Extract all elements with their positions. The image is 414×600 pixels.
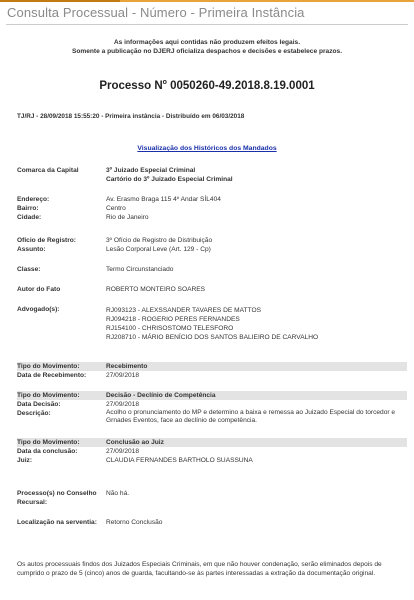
conselho-label-2: Recursal: <box>17 499 48 506</box>
process-meta: TJ/RJ - 28/09/2018 15:55:20 - Primeira instância - Distribuído em 06/03/2018 <box>17 113 245 120</box>
footer-notice: Os autos processuais findos dos Juizados Especiais Criminais, em que não houver condenação, serão eliminados depois de cumprido o prazo de 5 (cinco) anos de guarda, facultando-se às partes interessadas a extração da documentação original. <box>17 561 382 577</box>
movimento-2-descricao-label: Descrição: <box>17 410 51 417</box>
movimento-2-data-value: 27/09/2018 <box>106 401 140 408</box>
legal-notice-line1: As informações aqui contidas não produzem efeitos legais. <box>113 39 301 46</box>
advogado-text: RJ154100 - CHRISOSTOMO TELESFORO <box>106 325 234 332</box>
bairro-value: Centro <box>106 205 126 212</box>
page-title: Consulta Processual - Número - Primeira Instância <box>7 5 305 20</box>
movimento-2-data-label: Data Decisão: <box>17 401 61 408</box>
movimento-3-juiz-label: Juiz: <box>17 457 33 464</box>
movimento-2-descricao-row <box>17 409 407 429</box>
movimento-3-header <box>17 438 407 447</box>
process-label-sup: o <box>162 79 167 86</box>
legal-notice-line2: Somente a publicação no DJERJ oficializa despachos e decisões e estabelece prazos. <box>71 48 343 55</box>
bairro-label: Bairro: <box>17 205 39 212</box>
advogado-text: RJ094218 - ROGERIO PERES FERNANDES <box>106 316 240 323</box>
movimento-1-tipo-label: Tipo do Movimento: <box>17 363 80 370</box>
movimento-3-data-label: Data da conclusão: <box>17 448 78 455</box>
title-divider <box>6 24 408 25</box>
process-number: 0050260-49.2018.8.19.0001 <box>170 79 315 92</box>
movimento-3-tipo-value: Conclusão ao Juiz <box>106 439 164 446</box>
autor-value: ROBERTO MONTEIRO SOARES <box>106 286 206 293</box>
assunto-value: Lesão Corporal Leve (Art. 129 - Cp) <box>106 246 211 253</box>
movimento-2-header <box>17 391 407 400</box>
comarca-value-1: 3º Juizado Especial Criminal <box>106 167 196 174</box>
localizacao-value: Retorno Conclusão <box>106 519 163 526</box>
localizacao-label: Localização na serventia: <box>17 519 97 526</box>
advogados-label: Advogado(s): <box>17 306 60 313</box>
process-heading <box>0 79 414 92</box>
oficio-value: 3º Ofício de Registro de Distribuição <box>106 237 213 244</box>
movimento-2-descricao-value: Acolho o pronunciamento do MP e determino a baixa e remessa ao Juizado Especial do torcedor e Grnades Eventos, face ao declínio de competência. <box>106 409 396 425</box>
oficio-label: Ofício de Registro: <box>17 237 76 244</box>
movimento-2-tipo-value: Decisão - Declínio de Competência <box>106 392 216 399</box>
endereco-value: Av. Erasmo Braga 115 4º Andar SÍL404 <box>106 196 221 203</box>
comarca-value-2: Cartório do 3º Juizado Especial Criminal <box>106 176 233 183</box>
classe-label: Classe: <box>17 266 41 273</box>
cidade-value: Rio de Janeiro <box>106 214 149 221</box>
movimento-2-tipo-label: Tipo do Movimento: <box>17 392 80 399</box>
advogado-text: RJ208710 - MÁRIO BENÍCIO DOS SANTOS BALIEIRO DE CARVALHO <box>106 334 319 341</box>
movimento-1-header <box>17 362 407 371</box>
movimento-1-tipo-value: Recebimento <box>106 363 148 370</box>
assunto-label: Assunto: <box>17 246 46 253</box>
movimento-3-tipo-label: Tipo do Movimento: <box>17 439 80 446</box>
movimento-1-data-label: Data de Recebimento: <box>17 372 87 379</box>
movimento-3-data-value: 27/09/2018 <box>106 448 140 455</box>
movimento-1-data-value: 27/09/2018 <box>106 372 140 379</box>
endereco-label: Endereço: <box>17 196 50 203</box>
top-accent-stripe <box>0 0 120 2</box>
comarca-label: Comarca da Capital <box>17 167 79 174</box>
autor-label: Autor do Fato <box>17 286 61 293</box>
classe-value: Termo Circunstanciado <box>106 266 174 273</box>
conselho-label-1: Processo(s) no Conselho <box>17 490 97 497</box>
advogado-text: RJ093123 - ALEXSSANDER TAVARES DE MATTOS <box>106 307 262 314</box>
top-accent-bar <box>0 0 414 2</box>
process-label: Processo N <box>99 79 163 92</box>
cidade-label: Cidade: <box>17 214 42 221</box>
mandados-history-link[interactable]: Visualização dos Históricos dos Mandados <box>137 145 277 152</box>
conselho-value: Não há. <box>106 490 130 497</box>
movimento-3-juiz-value: CLAUDIA FERNANDES BARTHOLO SUASSUNA <box>106 457 253 464</box>
